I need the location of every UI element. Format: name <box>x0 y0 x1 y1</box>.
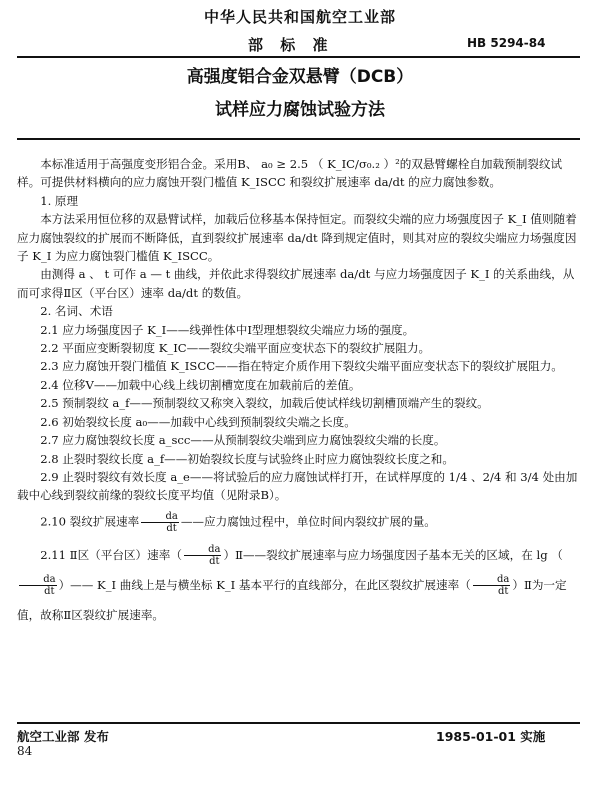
fraction-numerator: da <box>473 574 511 586</box>
title-line-1: 高强度铝合金双悬臂（DCB） <box>186 67 414 87</box>
footer-divider <box>17 722 580 724</box>
item-2-11 <box>17 540 580 630</box>
ministry-header: 中华人民共和国航空工业部 <box>203 8 396 26</box>
fraction-denominator: dt <box>497 586 509 598</box>
da-dt-fraction <box>141 511 179 534</box>
da-dt-fraction <box>19 574 57 597</box>
intro-paragraph: 本标准适用于高强度变形铝合金。采用B、 a₀ ≥ 2.5 （ K_IC/σ₀.₂ ）²的双悬臂螺栓自加载预制裂纹试样。可提供材料横向的应力腐蚀开裂门槛值 K_ISCC 和裂纹扩展速率 da/dt 的应力腐蚀参数。 <box>17 157 563 190</box>
item-2-6: 2.6 初始裂纹长度 a₀——加载中心线到预制裂纹尖端之长度。 <box>40 414 356 429</box>
item-2-11-part-b: ）Ⅱ——裂纹扩展速率与应力场强度因子基本无关的区域，在 lg （ <box>223 547 563 562</box>
title-divider <box>17 138 580 140</box>
item-2-2: 2.2 平面应变断裂韧度 K_IC——裂纹尖端平面应变状态下的裂纹扩展阻力。 <box>40 341 431 356</box>
section-1-paragraph-2: 由测得 a 、 t 可作 a — t 曲线，并依此求得裂纹扩展速率 da/dt 与应力场强度因子 K_I 的关系曲线，从而可求得Ⅱ区（平台区）速率 da/dt 的数值。 <box>17 267 575 300</box>
header-divider <box>17 56 580 58</box>
standard-type: 部 标 准 <box>248 36 334 54</box>
item-2-1: 2.1 应力场强度因子 K_I——线弹性体中Ⅰ型理想裂纹尖端应力场的强度。 <box>40 322 415 337</box>
fraction-numerator: da <box>19 574 57 586</box>
item-2-9: 2.9 止裂时裂纹有效长度 a_e——将试验后的应力腐蚀试样打开，在试样厚度的 1/4 、2/4 和 3/4 处由加载中心线到裂纹前缘的裂纹长度平均值（见附录B）。 <box>17 469 578 503</box>
fraction-numerator: da <box>141 511 179 523</box>
publisher: 航空工业部 发布 <box>17 729 109 744</box>
item-2-7: 2.7 应力腐蚀裂纹长度 a_scc——从预制裂纹尖端到应力腐蚀裂纹尖端的长度。 <box>40 433 446 448</box>
da-dt-fraction <box>184 544 222 567</box>
item-2-8: 2.8 止裂时裂纹长度 a_f——初始裂纹长度与试验终止时应力腐蚀裂纹长度之和。 <box>40 451 454 466</box>
fraction-denominator: dt <box>44 586 55 598</box>
da-dt-fraction <box>473 574 511 597</box>
page-number: 84 <box>17 744 33 758</box>
fraction-denominator: dt <box>209 556 220 568</box>
effective-date: 1985-01-01 实施 <box>436 729 546 744</box>
section-1-paragraph-1: 本方法采用恒位移的双悬臂试样，加载后位移基本保持恒定。而裂纹尖端的应力场强度因子 K_I 值则随着应力腐蚀裂纹的扩展而不断降低，直到裂纹扩展速率 da/dt 降到规定值时，则其对应的裂纹尖端应力场强度因子 K_I 为应力腐蚀裂门槛值 K_ISCC。 <box>17 212 577 264</box>
document-body <box>17 155 580 630</box>
item-2-4: 2.4 位移Ⅴ——加载中心线上线切割槽宽度在加载前后的差值。 <box>40 377 361 392</box>
item-2-11-part-d: ）Ⅱ为一定值，故称Ⅱ区裂纹扩展速率。 <box>17 577 567 622</box>
section-1-heading: 1. 原理 <box>40 193 79 208</box>
title-line-2: 试样应力腐蚀试验方法 <box>215 100 385 120</box>
item-2-10 <box>17 511 580 534</box>
item-2-11-part-a: 2.11 Ⅱ区（平台区）速率（ <box>40 547 182 562</box>
item-2-5: 2.5 预制裂纹 a_f——预制裂纹又称突入裂纹，加载后使试样线切割槽顶端产生的裂纹。 <box>40 396 489 411</box>
item-2-10-tail: ——应力腐蚀过程中，单位时间内裂纹扩展的量。 <box>180 514 436 529</box>
section-2-heading: 2. 名词、术语 <box>40 304 113 319</box>
fraction-denominator: dt <box>166 522 177 534</box>
item-2-11-part-c: ）—— K_I 曲线上是与横坐标 K_I 基本平行的直线部分，在此区裂纹扩展速率（ <box>58 577 471 592</box>
standard-number: HB 5294-84 <box>467 36 546 50</box>
fraction-numerator: da <box>184 544 222 556</box>
item-2-10-lead: 2.10 裂纹扩展速率 <box>40 514 140 529</box>
item-2-3: 2.3 应力腐蚀开裂门槛值 K_ISCC——指在特定介质作用下裂纹尖端平面应变状态下的裂纹扩展阻力。 <box>40 359 563 374</box>
